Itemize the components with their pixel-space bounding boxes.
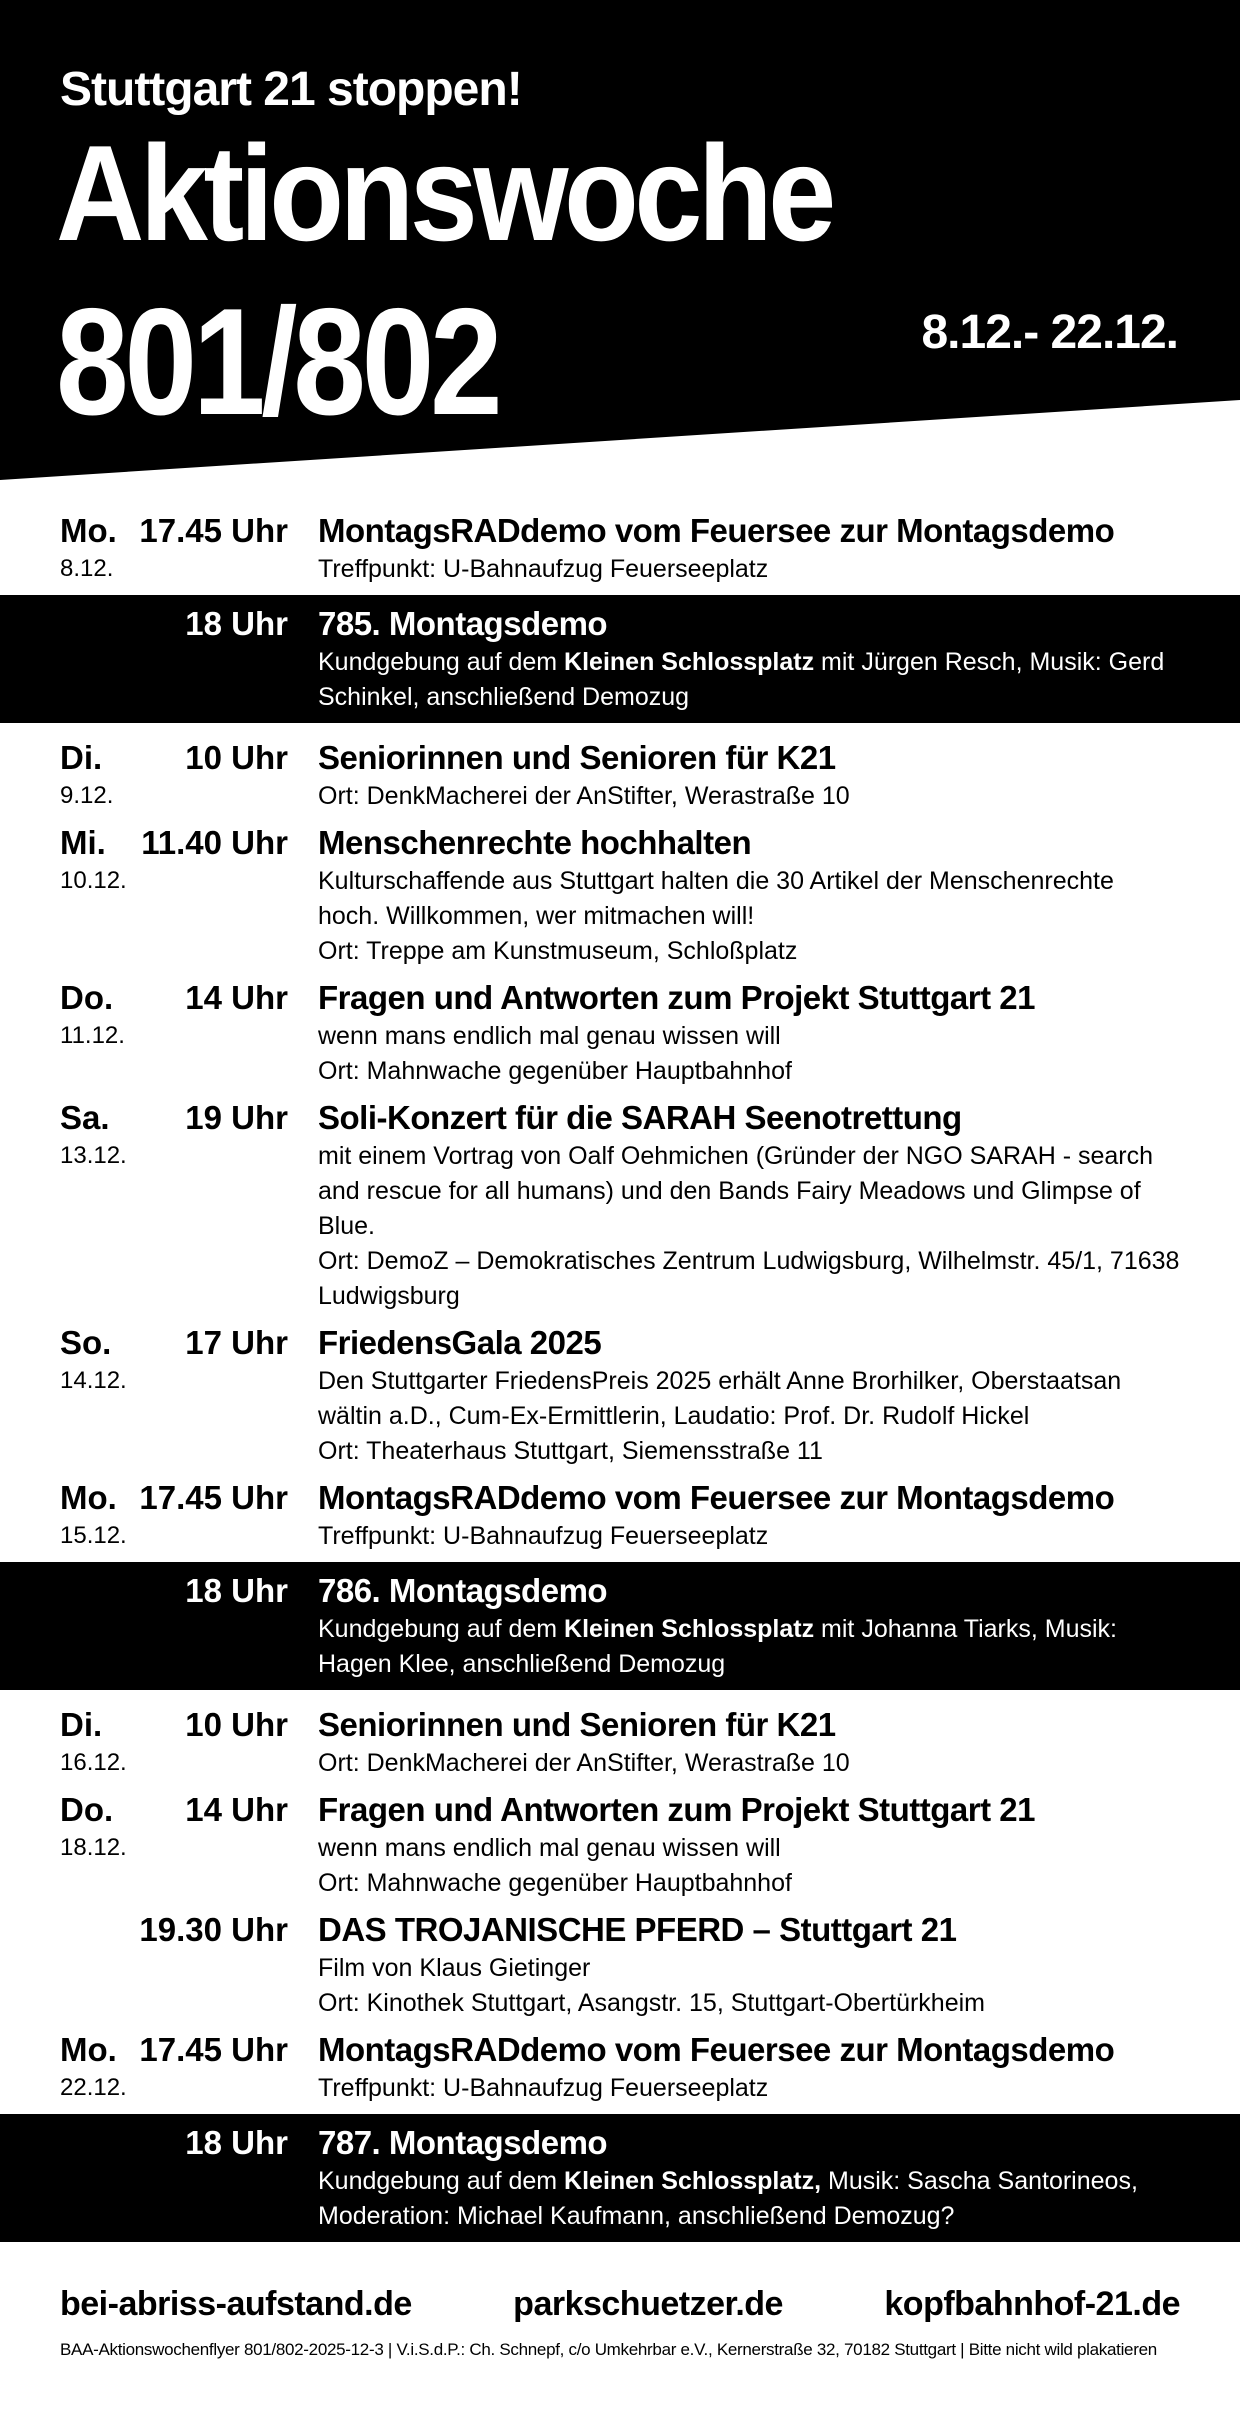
event-description-text: Treffpunkt: U-Bahnaufzug Feuerseeplatz [318,1522,769,1550]
event-description-text: Den Stuttgarter FriedensPreis 2025 erhält Anne Brorhilker, Oberstaatsan wältin a.D., Cum-Ex-Ermittlerin, Laudatio: Prof. Dr. Rudolf Hickel [318,1367,1122,1430]
event-description-text: Treffpunkt: U-Bahnaufzug Feuerseeplatz [318,555,769,583]
event-day: Mo. [60,512,117,549]
event-description-text: Ort: Treppe am Kunstmuseum, Schloßplatz [318,937,798,965]
event-title: MontagsRADdemo vom Feuersee zur Montagsdemo [318,512,1115,549]
event-date: 13.12. [60,1142,127,1169]
event-title: 785. Montagsdemo [318,605,608,642]
event-day [60,603,118,645]
event-row [0,510,1240,587]
event-description [318,1746,1180,1781]
event-time: 17.45 Uhr [139,512,288,549]
event-description [318,1019,1180,1054]
event-time: 18 Uhr [185,605,288,642]
event-description-text: Ort: DenkMacherei der AnStifter, Werastraße 10 [318,1749,850,1777]
event-time: 14 Uhr [185,1791,288,1828]
event-description-text: wenn mans endlich mal genau wissen will [318,1022,781,1050]
event-row [0,1562,1240,1690]
event-content [318,1704,1180,1781]
event-date: 18.12. [60,1834,127,1861]
event-time: 18 Uhr [185,2124,288,2161]
event-title: Menschenrechte hochhalten [318,824,752,861]
event-content [318,1322,1180,1469]
event-content [318,510,1180,587]
event-description-text: Ort: Theaterhaus Stuttgart, Siemensstraße 11 [318,1437,823,1465]
event-row [0,1477,1240,1554]
event-content [318,1789,1180,1901]
event-time: 18 Uhr [185,1572,288,1609]
event-description [318,2071,1180,2106]
event-time: 19.30 Uhr [139,1911,288,1948]
event-row [0,1097,1240,1314]
event-day [60,1909,118,1951]
event-date: 11.12. [60,1022,125,1049]
event-description [318,1434,1180,1469]
event-day [60,2122,118,2164]
event-description-text: Film von Klaus Gietinger [318,1954,591,1982]
event-location-highlight: Kleinen Schlossplatz [564,1615,815,1643]
event-content [318,737,1180,814]
event-content [318,1477,1180,1554]
event-content [318,1097,1180,1314]
event-day: Di. [60,739,103,776]
event-date: 8.12. [60,555,114,582]
event-location-highlight: Kleinen Schlossplatz [564,648,815,676]
link-parkschuetzer[interactable]: parkschuetzer.de [513,2285,783,2323]
event-description-text: Kulturschaffende aus Stuttgart halten die 30 Artikel der Menschenrechte hoch. Willkommen, wer mitmachen will! [318,867,1114,930]
event-title: MontagsRADdemo vom Feuersee zur Montagsdemo [318,1479,1115,1516]
imprint: BAA-Aktionswochenflyer 801/802-2025-12-3 | V.i.S.d.P.: Ch. Schnepf, c/o Umkehrbar e.V., Kernerstraße 32, 70182 Stuttgart | Bitte nicht wild plakatieren [60,2340,1157,2359]
event-date: 16.12. [60,1749,127,1776]
event-description [318,1866,1180,1901]
event-content [318,1909,1180,2021]
event-description-text: Kundgebung auf dem [318,648,565,676]
event-title: Seniorinnen und Senioren für K21 [318,1706,836,1743]
subtitle: Stuttgart 21 stoppen! [60,63,522,116]
event-day: Di. [60,1706,103,1743]
event-content [318,1570,1180,1682]
event-time: 17 Uhr [185,1324,288,1361]
event-day: Do. [60,979,114,1016]
event-title: 787. Montagsdemo [318,2124,608,2161]
event-location-highlight: Kleinen Schlossplatz, [564,2167,822,2195]
date-range: 8.12.- 22.12. [921,306,1178,359]
event-description [318,864,1180,934]
event-time: 19 Uhr [185,1099,288,1136]
event-description [318,1519,1180,1554]
event-row [0,737,1240,814]
event-time: 10 Uhr [185,1706,288,1743]
event-description [318,1139,1180,1244]
event-description-text: Ort: DemoZ – Demokratisches Zentrum Ludwigsburg, Wilhelmstr. 45/1, 71638 Ludwigsburg [318,1247,1180,1310]
event-title: 786. Montagsdemo [318,1572,608,1609]
event-title: Seniorinnen und Senioren für K21 [318,739,836,776]
event-description [318,1244,1180,1314]
link-kopfbahnhof-21[interactable]: kopfbahnhof-21.de [884,2285,1180,2323]
event-content [318,603,1180,715]
event-title: Soli-Konzert für die SARAH Seenotrettung [318,1099,962,1136]
event-title: Fragen und Antworten zum Projekt Stuttgart 21 [318,979,1035,1016]
event-row [0,1909,1240,2021]
event-row [0,822,1240,969]
event-description [318,1054,1180,1089]
event-description [318,779,1180,814]
event-description-text: wenn mans endlich mal genau wissen will [318,1834,781,1862]
event-day: Sa. [60,1099,110,1136]
event-description [318,645,1180,715]
event-day: Do. [60,1791,114,1828]
event-description-text: Kundgebung auf dem [318,2167,565,2195]
event-date: 14.12. [60,1367,127,1394]
event-date: 10.12. [60,867,127,894]
event-row [0,977,1240,1089]
event-description-text: Ort: Mahnwache gegenüber Hauptbahnhof [318,1869,792,1897]
event-description-text: Kundgebung auf dem [318,1615,565,1643]
event-title: FriedensGala 2025 [318,1324,602,1361]
event-content [318,977,1180,1089]
event-time: 10 Uhr [185,739,288,776]
event-row [0,1322,1240,1469]
event-row [0,2029,1240,2106]
link-bei-abriss-aufstand[interactable]: bei-abriss-aufstand.de [60,2285,412,2323]
event-row [0,1704,1240,1781]
event-description-text: Ort: DenkMacherei der AnStifter, Werastraße 10 [318,782,850,810]
event-description [318,2164,1180,2234]
event-description [318,552,1180,587]
event-description-text: mit Johanna Tiarks, Musik: Hagen Klee, anschließend Demozug [318,1615,1117,1678]
event-title: DAS TROJANISCHE PFERD – Stuttgart 21 [318,1911,957,1948]
event-day: So. [60,1324,112,1361]
event-date: 9.12. [60,782,114,809]
event-time: 17.45 Uhr [139,2031,288,2068]
event-content [318,2029,1180,2106]
event-row [0,1789,1240,1901]
event-description [318,1364,1180,1434]
event-description [318,1986,1180,2021]
event-content [318,2122,1180,2234]
event-description-text: Ort: Mahnwache gegenüber Hauptbahnhof [318,1057,792,1085]
edition-number: 801/802 [56,277,499,447]
event-date: 15.12. [60,1522,127,1549]
event-day: Mi. [60,824,106,861]
event-description-text: Treffpunkt: U-Bahnaufzug Feuerseeplatz [318,2074,769,2102]
event-row [0,595,1240,723]
event-row [0,2114,1240,2242]
event-description-text: Musik: Sascha Santorineos, Moderation: Michael Kaufmann, anschließend Demozug? [318,2167,1138,2230]
event-day [60,1570,118,1612]
event-day: Mo. [60,1479,117,1516]
event-time: 14 Uhr [185,979,288,1016]
event-description-text: mit einem Vortrag von Oalf Oehmichen (Gründer der NGO SARAH - search and rescue for all humans) und den Bands Fairy Meadows und Glimpse of Blue. [318,1142,1154,1240]
event-description [318,934,1180,969]
event-time: 11.40 Uhr [141,824,288,861]
event-title: MontagsRADdemo vom Feuersee zur Montagsdemo [318,2031,1115,2068]
footer-links [60,2285,1180,2324]
event-description [318,1612,1180,1682]
event-date: 22.12. [60,2074,127,2101]
event-time: 17.45 Uhr [139,1479,288,1516]
event-day: Mo. [60,2031,117,2068]
event-description-text: mit Jürgen Resch, Musik: Gerd Schinkel, anschließend Demozug [318,648,1165,711]
event-title: Fragen und Antworten zum Projekt Stuttgart 21 [318,1791,1035,1828]
event-description-text: Ort: Kinothek Stuttgart, Asangstr. 15, Stuttgart-Obertürkheim [318,1989,985,2017]
event-description [318,1951,1180,1986]
page-title: Aktionswoche [56,117,832,269]
event-description [318,1831,1180,1866]
event-list [0,510,1240,2256]
event-content [318,822,1180,969]
